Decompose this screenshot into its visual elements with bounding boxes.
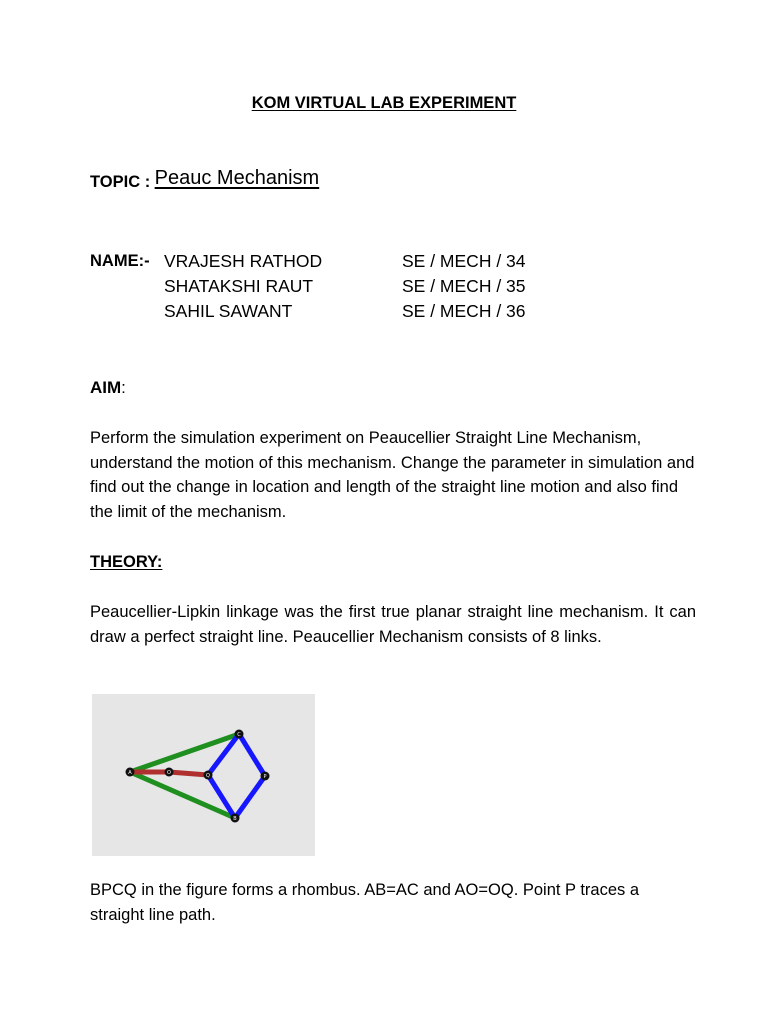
aim-paragraph: Perform the simulation experiment on Peaucellier Straight Line Mechanism, understand the motion of this mechanism. Change the parameter in simulation and find out the change in location and length of the straight line motion and also find the limit of the mechanism. [90, 429, 695, 521]
joint-c [235, 730, 244, 739]
member-name: SHATAKSHI RAUT [164, 276, 314, 296]
joint-o [165, 768, 174, 777]
theory-paragraph: Peaucellier-Lipkin linkage was the first true planar straight line mechanism. It can draw a perfect straight line. Peaucellier Mechanism consists of 8 links. [90, 603, 696, 646]
theory-heading: THEORY: [90, 553, 163, 571]
aim-heading-label: AIM [90, 378, 122, 397]
aim-heading [90, 378, 126, 398]
joint-q [204, 771, 213, 780]
topic-label: TOPIC : [90, 173, 151, 191]
link-cp [239, 734, 265, 776]
link-pb [235, 776, 265, 818]
mechanism-figure [92, 694, 315, 856]
joint-q-label: Q [206, 773, 210, 779]
member-class: SE / MECH / 35 [402, 276, 526, 296]
member-name: VRAJESH RATHOD [164, 251, 323, 271]
joint-c-label: C [237, 732, 241, 738]
member-class: SE / MECH / 34 [402, 251, 526, 271]
member-class: SE / MECH / 36 [402, 301, 526, 321]
page-title: KOM VIRTUAL LAB EXPERIMENT [251, 94, 517, 112]
joint-o-label: O [167, 770, 171, 776]
joint-p-label: P [263, 774, 267, 780]
peaucellier-linkage-diagram [92, 694, 315, 856]
joint-b-label: B [233, 816, 237, 822]
link-oq [169, 772, 208, 775]
name-label: NAME:- [90, 252, 150, 270]
topic-value: Peauc Mechanism [154, 167, 320, 189]
figure-caption: BPCQ in the figure forms a rhombus. AB=AC and AO=OQ. Point P traces a straight line path. [90, 881, 640, 924]
joint-a-label: A [128, 770, 132, 776]
member-name: SAHIL SAWANT [164, 301, 293, 321]
joint-p [261, 772, 270, 781]
aim-heading-colon: : [121, 378, 126, 397]
joint-a [126, 768, 135, 777]
joint-b [231, 814, 240, 823]
topic-row [90, 167, 320, 193]
